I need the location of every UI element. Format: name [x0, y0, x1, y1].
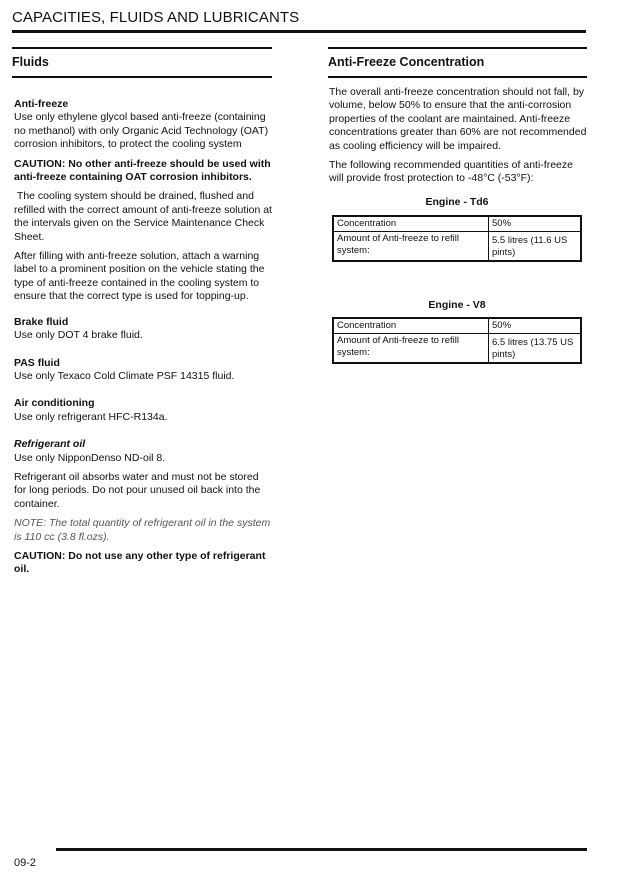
refrigerant-oil-note: NOTE: The total quantity of refrigerant oil in the system is 110 cc (3.8 fl.ozs). — [14, 517, 271, 543]
table-cell-label: Concentration — [333, 216, 489, 232]
refrigerant-oil-title: Refrigerant oil — [14, 438, 86, 451]
air-conditioning-body: Use only refrigerant HFC-R134a. — [14, 410, 168, 423]
brake-fluid-body: Use only DOT 4 brake fluid. — [14, 329, 143, 342]
v8-table-title: Engine - V8 — [428, 298, 486, 311]
table-cell-value: 5.5 litres (11.6 US pints) — [489, 231, 582, 261]
left-column — [12, 47, 275, 577]
page-number: 09-2 — [14, 857, 37, 869]
refrigerant-oil-caution: CAUTION: Do not use any other type of refrigerant oil. — [14, 549, 266, 576]
table-cell-label: Amount of Anti-freeze to refill system: — [333, 231, 489, 261]
refrigerant-oil-absorb-text: Refrigerant oil absorbs water and must not be stored for long periods. Do not pour unused oil back into the container. — [14, 470, 261, 510]
concentration-para-2: The following recommended quantities of anti-freeze will provide frost protection to -48°C (-53°F): — [329, 159, 573, 185]
pas-fluid-title: PAS fluid — [14, 356, 60, 369]
table-row — [333, 216, 581, 232]
table-cell-label: Amount of Anti-freeze to refill system: — [333, 333, 489, 363]
table-cell-value: 50% — [489, 318, 582, 334]
td6-antifreeze-table — [332, 215, 582, 262]
v8-antifreeze-table — [332, 317, 582, 364]
title-rule — [12, 30, 586, 33]
antifreeze-drain-text: The cooling system should be drained, flushed and refilled with the correct amount of anti-freeze solution at the intervals given on the Service Maintenance Check Sheet. — [14, 190, 275, 243]
antifreeze-concentration-heading: Anti-Freeze Concentration — [328, 47, 587, 78]
footer-rule — [56, 848, 587, 851]
table-row — [333, 318, 581, 334]
td6-table-title: Engine - Td6 — [425, 195, 489, 208]
right-column — [329, 47, 588, 364]
brake-fluid-title: Brake fluid — [14, 315, 69, 328]
pas-fluid-body: Use only Texaco Cold Climate PSF 14315 fluid. — [14, 369, 235, 382]
fluids-heading: Fluids — [12, 47, 272, 78]
antifreeze-caution: CAUTION: No other anti-freeze should be used with anti-freeze containing OAT corrosion inhibitors. — [14, 157, 271, 184]
page-title: CAPACITIES, FLUIDS AND LUBRICANTS — [12, 9, 300, 26]
table-cell-label: Concentration — [333, 318, 489, 334]
refrigerant-oil-body: Use only NipponDenso ND-oil 8. — [14, 451, 166, 464]
antifreeze-title: Anti-freeze — [14, 98, 69, 110]
table-cell-value: 6.5 litres (13.75 US pints) — [489, 333, 582, 363]
antifreeze-body: Use only ethylene glycol based anti-freeze (containing no methanol) with only Organic Acid Technology (OAT) corrosion inhibitors, to protect the cooling system — [14, 111, 269, 151]
table-cell-value: 50% — [489, 216, 582, 232]
table-row — [333, 231, 581, 261]
air-conditioning-title: Air conditioning — [14, 397, 95, 410]
concentration-para-1: The overall anti-freeze concentration should not fall, by volume, below 50% to ensure that the anti-corrosion properties of the coolant are maintained. Anti-freeze concentrations greater than 60% are not recommended as cooling efficiency will be impaired. — [329, 86, 587, 152]
table-row — [333, 333, 581, 363]
antifreeze-label-text: After filling with anti-freeze solution, attach a warning label to a prominent position on the vehicle stating the type of anti-freeze contained in the cooling system to ensure that the correct type is used for topping-up. — [14, 250, 265, 303]
